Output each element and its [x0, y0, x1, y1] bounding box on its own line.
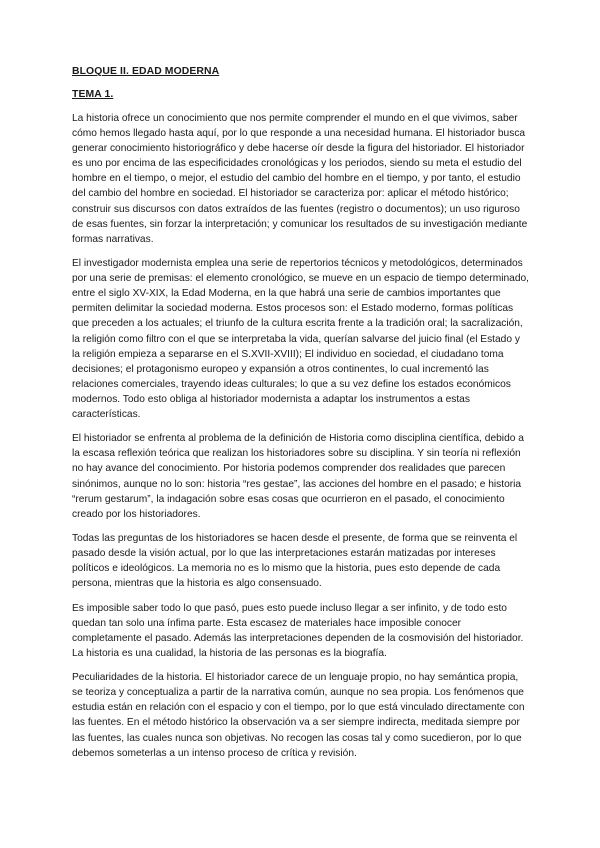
paragraph-5: Es imposible saber todo lo que pasó, pues esto puede incluso llegar a ser infinito, y de todo esto quedan tan solo una ínfima parte. Esta escasez de materiales hace imposible conocer completamente el pasado. Además las interpretaciones dependen de la cosmovisión del historiador. La historia es una cualidad, la historia de las personas es la biografía. — [72, 602, 524, 659]
paragraph-6: Peculiaridades de la historia. El historiador carece de un lenguaje propio, no hay semántica propia, se teoriza y conceptualiza a partir de la narrativa común, aunque no sea propia. Los fenómenos que estudia están en relación con el espacio y con el tiempo, por lo que está vinculado directamente con las fuentes. En el método histórico la observación va a ser siempre indirecta, meditada siempre por las fuentes, las cuales nunca son objetivas. No recogen las cosas tal y como sucedieron, por lo que debemos someterlas a un intenso proceso de crítica y revisión. — [72, 672, 525, 759]
paragraph-3: El historiador se enfrenta al problema de la definición de Historia como disciplina científica, debido a la escasa reflexión teórica que realizan los historiadores sobre su disciplina. Y sin teoría ni reflexión no hay avance del conocimiento. Por historia podemos comprender dos realidades que parecen sinónimos, aunque no lo son: historia “res gestae”, las acciones del hombre en el pasado; e historia “rerum gestarum”, la indagación sobre esas cosas que ocurrieron en el pasado, el conocimiento creado por los historiadores. — [72, 433, 524, 520]
block-title: BLOQUE II. EDAD MODERNA — [72, 66, 220, 77]
paragraph-1: La historia ofrece un conocimiento que nos permite comprender el mundo en el que vivimos, saber cómo hemos llegado hasta aquí, por lo que responde a una necesidad humana. El historiador busca generar conocimiento historiográfico y debe hacerse oír desde la figura del historiador. El historiador es uno por encima de las especificidades cronológicas y los periodos, siendo su meta el estudio del hombre en el tiempo, o mejor, el estudio del cambio del hombre en el tiempo, y por tanto, el estudio del cambio del hombre en sociedad. El historiador se caracteriza por: aplicar el método histórico; construir sus discursos con datos extraídos de las fuentes (registro o documentos); un uso riguroso de esas fuentes, sin forzar la interpretación; y comunicar los resultados de su investigación mediante formas narrativas. — [72, 113, 528, 245]
paragraph-4: Todas las preguntas de los historiadores se hacen desde el presente, de forma que se reinventa el pasado desde la visión actual, por lo que las interpretaciones estarán matizadas por intereses políticos e ideológicos. La memoria no es lo mismo que la historia, pues esto depende de cada persona, mientras que la historia es algo consensuado. — [72, 533, 518, 590]
topic-title: TEMA 1. — [72, 89, 114, 100]
paragraph-2: El investigador modernista emplea una serie de repertorios técnicos y metodológicos, determinados por una serie de premisas: el elemento cronológico, se mueve en un espacio de tiempo determinado, entre el siglo XV-XIX, la Edad Moderna, en la que habrá una serie de cambios importantes que permiten delimitar la sociedad moderna. Estos procesos son: el Estado moderno, formas políticas que preceden a los actuales; el triunfo de la cultura escrita frente a la tradición oral; la sacralización, la religión como filtro con el que se interpretaba la vida, querían salvarse del juicio final (el Estado y la religión empieza a separarse en el S.XVII-XVIII); El individuo en sociedad, el ciudadano toma decisiones; el protagonismo europeo y expansión a otros continentes, lo cual incrementó las relaciones comerciales, trayendo ideas culturales; lo que a su vez define los estados económicos modernos. Todo esto obliga al historiador modernista a adaptar los instrumentos a estas características. — [72, 258, 530, 420]
